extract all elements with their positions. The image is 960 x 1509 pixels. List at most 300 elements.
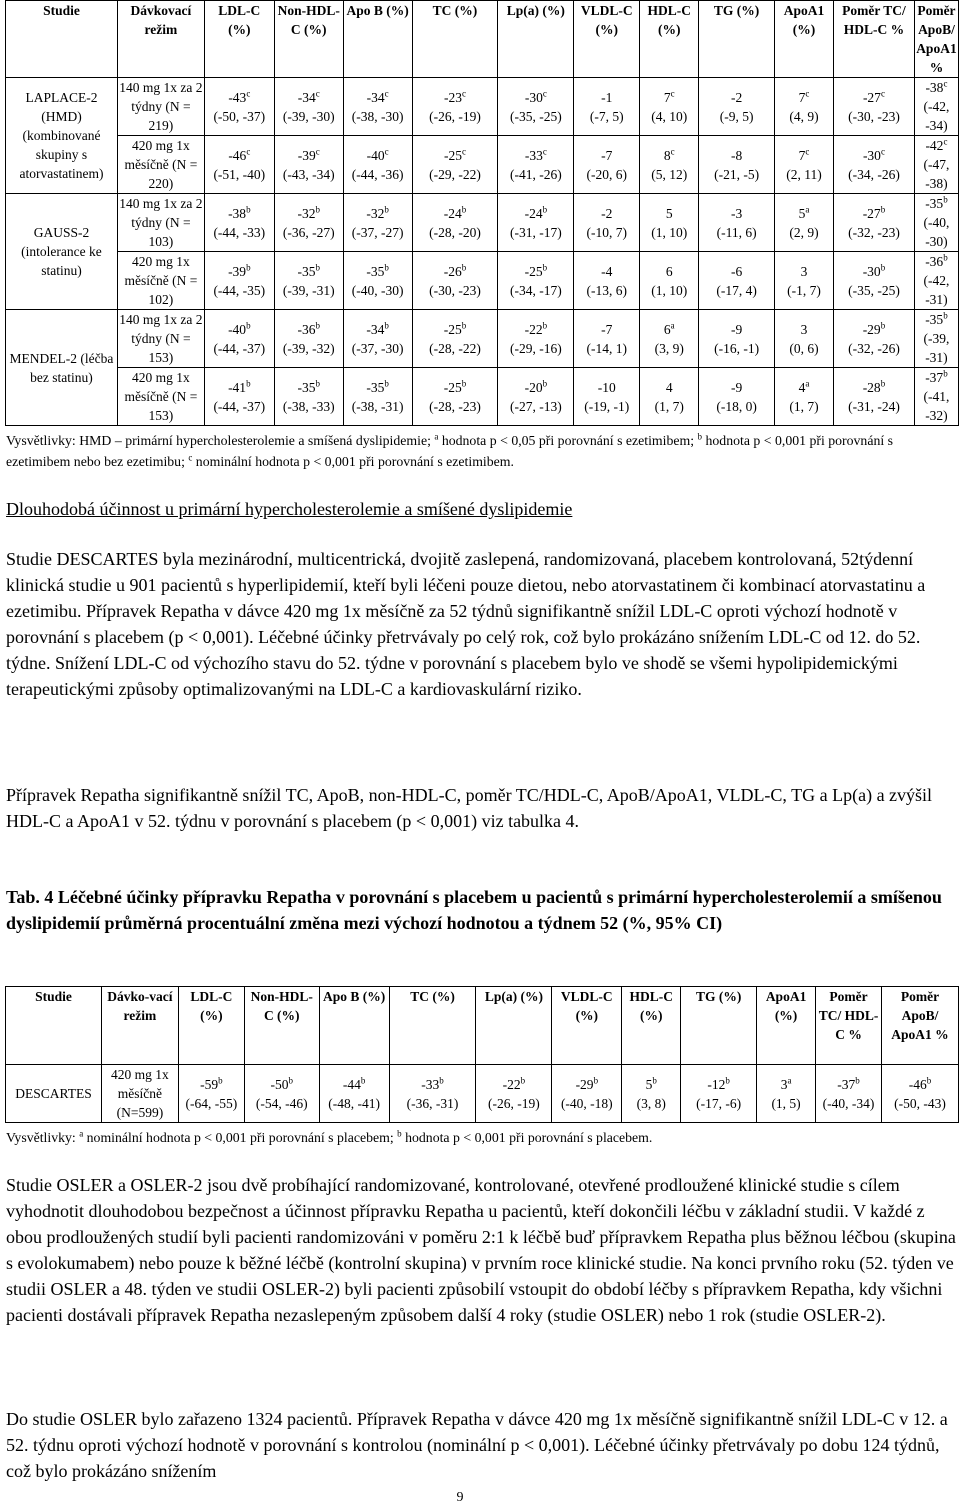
cell-ci: (-17, -6) (696, 1095, 742, 1111)
value-cell (204, 78, 274, 136)
significance-mark: c (315, 88, 320, 98)
cell-ci: (-10, 7) (586, 224, 628, 240)
cell-ci: (-30, -23) (848, 108, 900, 124)
cell-value: 3$^a$ (780, 1075, 792, 1092)
value-cell (574, 252, 640, 310)
cell-value: 4$^a$ (798, 378, 810, 395)
cell-ci: (-38, -31) (351, 398, 404, 414)
cell-ci: (-7, 5) (589, 108, 624, 124)
value-cell (757, 1065, 816, 1123)
table-row (6, 78, 959, 136)
cell-value: -4 (601, 263, 613, 279)
cell-ci: (-44, -36) (351, 166, 404, 182)
cell-value: -2 (730, 89, 743, 105)
column-header: LDL-C (%) (204, 1, 274, 78)
significance-mark: b (384, 262, 389, 272)
column-header: Poměr ApoB/ ApoA1 % (914, 1, 958, 78)
cell-ci: (-36, -27) (282, 224, 335, 240)
value-cell (412, 368, 498, 426)
cell-value: -27$^c$ (862, 88, 885, 105)
table-row (6, 252, 959, 310)
cell-value: -35$^b$ (925, 194, 948, 211)
cell-value: 7$^c$ (798, 146, 810, 163)
cell-ci: (-9, 5) (719, 108, 754, 124)
significance-mark: a (670, 320, 675, 330)
significance-mark: b (880, 262, 886, 272)
cell-ci: (-31, -24) (848, 398, 900, 414)
cell-ci: (-48, -41) (328, 1095, 381, 1111)
column-header: Poměr ApoB/ ApoA1 % (881, 987, 958, 1065)
cell-value: -30$^b$ (862, 262, 886, 279)
cell-ci: (-39, -31) (282, 282, 335, 298)
value-cell (834, 194, 915, 252)
column-header: Poměr TC/ HDL-C % (816, 987, 882, 1065)
value-cell (343, 78, 412, 136)
significance-mark: b (725, 1075, 730, 1085)
cell-ci: (-14, 1) (586, 340, 628, 356)
significance-mark: b (461, 378, 467, 388)
cell-ci: (-30, -23) (429, 282, 481, 298)
value-cell (914, 252, 958, 310)
value-cell (204, 368, 274, 426)
significance-mark: b (384, 204, 389, 214)
cell-value: -7 (601, 321, 613, 337)
cell-ci: (-41, -26) (509, 166, 562, 182)
cell-ci: (-39, -32) (282, 340, 335, 356)
study-name: GAUSS-2 (intolerance ke statinu) (6, 194, 118, 310)
cell-ci: (-1, 7) (787, 282, 821, 298)
cell-value: 5$^b$ (645, 1075, 657, 1092)
cell-value: -8 (730, 147, 743, 163)
cell-ci: (-42, -31) (923, 273, 950, 307)
significance-mark: b (943, 252, 948, 263)
cell-ci: (1, 10) (651, 282, 688, 298)
value-cell (640, 310, 699, 368)
cell-ci: (-40, -30) (923, 215, 950, 249)
value-cell (412, 194, 498, 252)
value-cell (775, 136, 834, 194)
column-header: Dávkovací režim (117, 1, 204, 78)
cell-ci: (1, 10) (651, 224, 688, 240)
value-cell (204, 136, 274, 194)
cell-value: -35$^b$ (925, 310, 948, 327)
cell-ci: (4, 9) (789, 108, 819, 124)
value-cell (343, 310, 412, 368)
value-cell (574, 78, 640, 136)
significance-mark: b (315, 204, 320, 214)
study-name: LAPLACE-2 (HMD) (kombinované skupiny s atorvastatinem) (6, 78, 118, 194)
dosing-regimen: 420 mg 1x měsíčně (N = 220) (117, 136, 204, 194)
column-header: Studie (6, 1, 118, 78)
cell-ci: (-39, -31) (923, 331, 950, 365)
table-header-row (6, 1, 959, 78)
significance-mark: b (246, 204, 251, 214)
value-cell (775, 252, 834, 310)
paragraph-descartes: Studie DESCARTES byla mezinárodní, multicentrická, dvojitě zaslepená, randomizovaná, placebem kontrolovaná, 52týdenní klinická studie u 901 pacientů s hyperlipidemií, kteří byli léčeni pouze dietou, nebo atorvastatinem či kombinací atorvastatinu a ezetimibu. Přípravek Repatha v dávce 420 mg 1x měsíčně za 52 týdnů signifikantně snížil LDL-C oproti výchozí hodnotě v porovnání s placebem (p < 0,001). Léčebné účinky přetrvávaly po celý rok, což bylo prokázáno snížením LDL-C od 12. do 52. týdne. Snížení LDL-C od výchozího stavu do 52. týdne v porovnání s placebem bylo ve shodě se všemi hypolipidemickými terapeutickými způsoby optimalizovanými na LDL-C a kardiovaskulární riziko. (6, 549, 926, 699)
column-header: VLDL-C (%) (574, 1, 640, 78)
cell-ci: (-38, -30) (351, 108, 404, 124)
value-cell (640, 194, 699, 252)
cell-value: -29$^b$ (862, 320, 886, 337)
significance-mark: c (943, 136, 948, 147)
significance-mark: a (805, 204, 810, 214)
significance-mark: b (652, 1075, 657, 1085)
cell-ci: (-64, -55) (185, 1095, 238, 1111)
significance-mark: b (288, 1075, 293, 1085)
cell-ci: (-28, -22) (429, 340, 481, 356)
cell-value: -34$^c$ (366, 88, 389, 105)
cell-value: -41$^b$ (228, 378, 251, 395)
cell-value: -46$^c$ (228, 146, 251, 163)
cell-value: -37$^b$ (837, 1075, 860, 1092)
significance-mark: b (315, 320, 320, 330)
paragraph-osler-results: Do studie OSLER bylo zařazeno 1324 pacientů. Přípravek Repatha v dávce 420 mg 1x měsíčně signifikantně snížil LDL-C v 12. a 52. týdnu oproti výchozí hodnotě v porovnání s kontrolou (nominální p < 0,001). Léčebné účinky přetrvávaly po dobu 124 týdnů, což bylo prokázáno snížením (6, 1409, 948, 1481)
cell-value: -25$^c$ (443, 146, 466, 163)
dosing-regimen: 140 mg 1x za 2 týdny (N = 153) (117, 310, 204, 368)
study-name: MENDEL-2 (léčba bez statinu) (6, 310, 118, 426)
cell-value: -35$^b$ (297, 378, 320, 395)
cell-value: -44$^b$ (342, 1075, 366, 1092)
value-cell (343, 252, 412, 310)
significance-mark: b (315, 262, 320, 272)
cell-ci: (-39, -30) (282, 108, 335, 124)
table-row (6, 194, 959, 252)
value-cell (319, 1065, 389, 1123)
value-cell (412, 78, 498, 136)
value-cell (640, 78, 699, 136)
value-cell (178, 1065, 244, 1123)
significance-mark: b (218, 1075, 223, 1085)
significance-mark: c (943, 78, 948, 89)
significance-mark: c (315, 146, 320, 156)
value-cell (498, 310, 574, 368)
value-cell (574, 194, 640, 252)
efficacy-table (5, 0, 959, 426)
cell-value: -10 (597, 379, 616, 395)
cell-value: 6 (665, 263, 673, 279)
column-header: Apo B (%) (343, 1, 412, 78)
significance-mark: c (542, 146, 547, 156)
value-cell (274, 78, 343, 136)
significance-mark: b (384, 320, 389, 330)
value-cell (498, 252, 574, 310)
dosing-regimen: 420 mg 1x měsíčně (N = 153) (117, 368, 204, 426)
value-cell (775, 310, 834, 368)
cell-ci: (-36, -31) (406, 1095, 459, 1111)
significance-mark: a (787, 1075, 792, 1085)
value-cell (574, 310, 640, 368)
value-cell (274, 310, 343, 368)
value-cell (622, 1065, 681, 1123)
significance-mark: b (943, 310, 948, 321)
dosing-regimen: 420 mg 1x měsíčně (N = 102) (117, 252, 204, 310)
column-header: Apo B (%) (319, 987, 389, 1065)
value-cell (274, 252, 343, 310)
table4-footnote: Vysvětlivky: $^a$ nominální hodnota p < 0,001 při porovnání s placebem; $^b$ hodnota p < 0,001 při porovnání s placebem. (6, 1128, 653, 1145)
cell-value: -9 (730, 321, 743, 337)
significance-mark: c (670, 146, 675, 156)
value-cell (343, 368, 412, 426)
cell-value: -2 (601, 205, 613, 221)
dosing-regimen: 420 mg 1x měsíčně (N=599) (101, 1065, 178, 1123)
table4-header-row (6, 987, 959, 1065)
value-cell (834, 310, 915, 368)
value-cell (914, 368, 958, 426)
significance-mark: b (461, 320, 467, 330)
cell-ci: (3, 9) (654, 340, 684, 356)
value-cell (498, 368, 574, 426)
value-cell (204, 252, 274, 310)
section-heading: Dlouhodobá účinnost u primární hypercholesterolemie a smíšené dyslipidemie (6, 499, 573, 519)
table-row (6, 368, 959, 426)
cell-ci: (-44, -37) (213, 398, 266, 414)
value-cell (914, 310, 958, 368)
cell-value: -35$^b$ (366, 262, 389, 279)
cell-ci: (-43, -34) (282, 166, 335, 182)
value-cell (574, 368, 640, 426)
cell-value: -28$^b$ (862, 378, 886, 395)
cell-value: -6 (730, 263, 743, 279)
cell-value: -23$^c$ (443, 88, 466, 105)
cell-value: 7$^c$ (798, 88, 810, 105)
value-cell (914, 194, 958, 252)
significance-mark: b (542, 378, 548, 388)
significance-mark: b (520, 1075, 526, 1085)
column-header: Lp(a) (%) (498, 1, 574, 78)
cell-value: -38$^b$ (228, 204, 251, 221)
cell-ci: (-40, -18) (560, 1095, 613, 1111)
cell-ci: (-32, -23) (848, 224, 900, 240)
cell-value: -25$^b$ (443, 378, 467, 395)
significance-mark: b (943, 194, 948, 205)
cell-value: -36$^b$ (925, 252, 948, 269)
cell-value: -37$^b$ (925, 368, 948, 385)
cell-ci: (-34, -17) (509, 282, 562, 298)
cell-value: -33$^b$ (421, 1075, 444, 1092)
significance-mark: c (384, 146, 389, 156)
significance-mark: c (880, 146, 885, 156)
study-name: DESCARTES (6, 1065, 102, 1123)
cell-ci: (2, 9) (789, 224, 819, 240)
cell-ci: (-26, -19) (488, 1095, 540, 1111)
cell-ci: (-44, -33) (213, 224, 266, 240)
significance-mark: c (246, 146, 251, 156)
cell-value: 6$^a$ (663, 320, 675, 337)
cell-ci: (-13, 6) (586, 282, 628, 298)
column-header: Lp(a) (%) (476, 987, 552, 1065)
significance-mark: b (593, 1075, 599, 1085)
cell-value: -9 (730, 379, 743, 395)
column-header: ApoA1 (%) (757, 987, 816, 1065)
cell-value: -27$^b$ (862, 204, 886, 221)
cell-value: -34$^b$ (366, 320, 389, 337)
cell-ci: (4, 10) (651, 108, 688, 124)
cell-value: -1 (601, 89, 613, 105)
column-header: TG (%) (681, 987, 757, 1065)
cell-ci: (-21, -5) (714, 166, 760, 182)
significance-mark: c (805, 146, 810, 156)
significance-mark: b (315, 378, 320, 388)
cell-value: -3 (730, 205, 743, 221)
cell-ci: (-27, -13) (509, 398, 562, 414)
cell-value: -35$^b$ (297, 262, 320, 279)
table-row (6, 136, 959, 194)
cell-ci: (-35, -25) (848, 282, 900, 298)
cell-value: -25$^b$ (443, 320, 467, 337)
value-cell (775, 78, 834, 136)
value-cell (834, 136, 915, 194)
significance-mark: b (926, 1075, 932, 1085)
table1-footnote: Vysvětlivky: HMD – primární hypercholesterolemie a smíšená dyslipidemie; $^a$ hodnota p < 0,05 při porovnání s ezetimibem; $^b$ hodnota p < 0,001 při porovnání s ezetimibem nebo bez ezetimibu; $^c$ nominální hodnota p < 0,001 při porovnání s ezetimibem. (6, 431, 894, 469)
value-cell (498, 78, 574, 136)
value-cell (834, 78, 915, 136)
value-cell (343, 194, 412, 252)
column-header: TC (%) (412, 1, 498, 78)
cell-ci: (-51, -40) (213, 166, 266, 182)
value-cell (834, 252, 915, 310)
value-cell (476, 1065, 552, 1123)
significance-mark: a (805, 378, 810, 388)
column-header: LDL-C (%) (178, 987, 244, 1065)
value-cell (775, 368, 834, 426)
value-cell (699, 252, 775, 310)
cell-value: -24$^b$ (443, 204, 467, 221)
cell-value: -39$^b$ (228, 262, 251, 279)
cell-ci: (1, 5) (771, 1095, 801, 1111)
cell-ci: (-50, -37) (213, 108, 266, 124)
cell-value: -40$^b$ (228, 320, 251, 337)
value-cell (412, 310, 498, 368)
significance-mark: c (461, 88, 466, 98)
paragraph-osler: Studie OSLER a OSLER-2 jsou dvě probíhající randomizované, kontrolované, otevřené prodloužené klinické studie s cílem vyhodnotit dlouhodobou bezpečnost a účinnost přípravku Repatha u pacientů, kteří dokončili léčbu v základní studii. V každé z obou prodloužených studií byli pacienti randomizováni v poměru 2:1 k léčbě buď přípravkem Repatha plus běžnou léčbou (skupina s evolokumabem) nebo pouze k běžné léčbě (kontrolní skupina) v prvním roce klinické studie. Na konci prvního roku (52. týden ve studii OSLER a 48. týden ve studii OSLER-2) byli pacienti způsobilí vstoupit do období léčby s přípravkem Repatha, kdy všichni pacienti dostávali přípravek Repatha nezaslepeným způsobem další 4 roky (studie OSLER) nebo 1 rok (studie OSLER-2). (6, 1175, 956, 1325)
column-header: VLDL-C (%) (552, 987, 622, 1065)
significance-mark: b (360, 1075, 366, 1085)
value-cell (699, 310, 775, 368)
cell-ci: (-34, -26) (848, 166, 900, 182)
cell-ci: (1, 7) (789, 398, 819, 414)
cell-value: 7$^c$ (663, 88, 675, 105)
significance-mark: b (461, 262, 467, 272)
cell-ci: (-50, -43) (894, 1095, 946, 1111)
column-header: ApoA1 (%) (775, 1, 834, 78)
value-cell (204, 310, 274, 368)
significance-mark: b (943, 368, 948, 379)
value-cell (343, 136, 412, 194)
cell-ci: (-44, -35) (213, 282, 266, 298)
cell-value: -12$^b$ (707, 1075, 730, 1092)
value-cell (699, 136, 775, 194)
cell-ci: (-38, -33) (282, 398, 335, 414)
cell-value: -36$^b$ (297, 320, 320, 337)
cell-value: -30$^c$ (862, 146, 885, 163)
value-cell (498, 194, 574, 252)
significance-mark: c (384, 88, 389, 98)
cell-value: -35$^b$ (366, 378, 389, 395)
value-cell (775, 194, 834, 252)
cell-value: -30$^c$ (524, 88, 547, 105)
cell-value: 5 (665, 205, 673, 221)
cell-ci: (-32, -26) (848, 340, 900, 356)
value-cell (681, 1065, 757, 1123)
cell-value: -7 (601, 147, 613, 163)
significance-mark: b (246, 378, 251, 388)
cell-value: -42$^c$ (925, 136, 948, 153)
column-header: TG (%) (699, 1, 775, 78)
table-row (6, 310, 959, 368)
value-cell (574, 136, 640, 194)
column-header: Non-HDL-C (%) (274, 1, 343, 78)
value-cell (699, 194, 775, 252)
value-cell (274, 194, 343, 252)
value-cell (640, 136, 699, 194)
table4 (5, 986, 959, 1123)
significance-mark: c (805, 88, 810, 98)
column-header: Studie (6, 987, 102, 1065)
cell-ci: (-19, -1) (584, 398, 630, 414)
cell-ci: (-35, -25) (509, 108, 562, 124)
value-cell (274, 136, 343, 194)
cell-ci: (-54, -46) (255, 1095, 308, 1111)
cell-ci: (-11, 6) (716, 224, 757, 240)
value-cell (699, 368, 775, 426)
cell-ci: (-20, 6) (586, 166, 628, 182)
significance-mark: b (384, 378, 389, 388)
cell-ci: (-40, -30) (351, 282, 404, 298)
significance-mark: b (855, 1075, 860, 1085)
cell-ci: (-42, -34) (923, 99, 950, 133)
cell-value: -24$^b$ (524, 204, 548, 221)
significance-mark: b (461, 204, 467, 214)
cell-ci: (-29, -22) (429, 166, 481, 182)
significance-mark: c (670, 88, 675, 98)
cell-value: -25$^b$ (524, 262, 548, 279)
value-cell (699, 78, 775, 136)
dosing-regimen: 140 mg 1x za 2 týdny (N = 219) (117, 78, 204, 136)
column-header: TC (%) (389, 987, 476, 1065)
value-cell (552, 1065, 622, 1123)
cell-ci: (-17, 4) (716, 282, 757, 298)
value-cell (389, 1065, 476, 1123)
page-number: 9 (456, 1490, 464, 1505)
cell-value: -32$^b$ (297, 204, 320, 221)
cell-ci: (0, 6) (789, 340, 819, 356)
cell-value: -39$^c$ (297, 146, 320, 163)
dosing-regimen: 140 mg 1x za 2 týdny (N = 103) (117, 194, 204, 252)
cell-ci: (-44, -37) (213, 340, 266, 356)
cell-ci: (-29, -16) (509, 340, 562, 356)
cell-value: -32$^b$ (366, 204, 389, 221)
significance-mark: b (880, 378, 886, 388)
significance-mark: b (542, 204, 548, 214)
value-cell (640, 368, 699, 426)
cell-value: 5$^a$ (798, 204, 810, 221)
significance-mark: c (880, 88, 885, 98)
significance-mark: c (542, 88, 547, 98)
paragraph-results: Přípravek Repatha signifikantně snížil TC, ApoB, non-HDL-C, poměr TC/HDL-C, ApoB/ApoA1, VLDL-C, TG a Lp(a) a zvýšil HDL-C a ApoA1 v 52. týdnu v porovnání s placebem (p < 0,001) viz tabulka 4. (6, 785, 933, 831)
cell-ci: (-37, -27) (351, 224, 404, 240)
cell-value: 8$^c$ (663, 146, 675, 163)
cell-ci: (-41, -32) (923, 389, 950, 423)
table-row (6, 1065, 959, 1123)
significance-mark: c (461, 146, 466, 156)
cell-ci: (-16, -1) (714, 340, 760, 356)
cell-value: -59$^b$ (200, 1075, 223, 1092)
significance-mark: b (246, 262, 251, 272)
cell-value: -20$^b$ (524, 378, 548, 395)
value-cell (412, 252, 498, 310)
significance-mark: b (542, 320, 548, 330)
cell-value: -50$^b$ (270, 1075, 293, 1092)
